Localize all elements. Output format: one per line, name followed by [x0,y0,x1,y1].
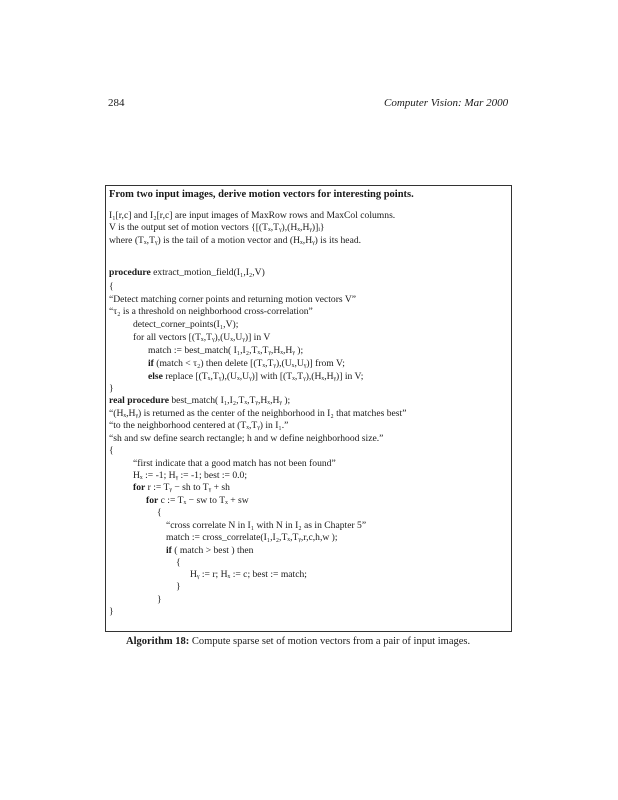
algorithm-line: “τ₂ is a threshold on neighborhood cross-correlation” [109,306,313,317]
caption-label: Algorithm 18: [126,636,190,647]
algorithm-line: match := cross_correlate(I₁,I₂,Tₓ,Tᵧ,r,c,h,w ); [166,532,338,543]
running-head: Computer Vision: Mar 2000 [384,97,509,109]
algorithm-line: real procedure best_match( I₁,I₂,Tₓ,Tᵧ,Hₓ,Hᵧ ); [109,395,291,406]
algorithm-line: match := best_match( I₁,I₂,Tₓ,Tᵧ,Hₓ,Hᵧ ); [148,345,304,356]
algorithm-line: if (match < τ₂) then delete [(Tₓ,Tᵧ),(Uₓ,Uᵧ)] from V; [148,358,345,369]
algorithm-line: { [157,507,162,518]
algorithm-line: V is the output set of motion vectors {[(Tₓ,Tᵧ),(Hₓ,Hᵧ)]ᵢ} [109,222,325,233]
algorithm-line: Hᵧ := r; Hₓ := c; best := match; [190,569,307,580]
algorithm-caption [126,636,470,647]
algorithm-line: “sh and sw define search rectangle; h and w define neighborhood size.” [109,433,384,444]
algorithm-line: detect_corner_points(I₁,V); [133,319,239,330]
algorithm-line: “(Hₓ,Hᵧ) is returned as the center of the neighborhood in I₂ that matches best” [109,408,407,419]
algorithm-line: } [157,594,162,605]
algorithm-line: { [109,281,114,292]
algorithm-line: for all vectors [(Tₓ,Tᵧ),(Uₓ,Uᵧ)] in V [133,332,271,343]
algorithm-line: for c := Tₓ − sw to Tₓ + sw [146,495,249,506]
caption-text: Compute sparse set of motion vectors from a pair of input images. [191,636,471,647]
algorithm-line: } [109,383,114,394]
algorithm-line: { [176,557,181,568]
algorithm-line: else replace [(Tₓ,Tᵧ),(Uₓ,Uᵧ)] with [(Tₓ,Tᵧ),(Hₓ,Hᵧ)] in V; [148,371,364,382]
algorithm-title: From two input images, derive motion vectors for interesting points. [109,189,414,200]
algorithm-line: Hₓ := -1; Hᵧ := -1; best := 0.0; [133,470,248,481]
algorithm-line: “cross correlate N in I₁ with N in I₂ as in Chapter 5” [166,520,367,531]
algorithm-line: procedure extract_motion_field(I₁,I₂,V) [109,267,265,278]
page-number: 284 [108,97,125,109]
algorithm-line: “Detect matching corner points and returning motion vectors V” [109,294,357,305]
algorithm-line: I₁[r,c] and I₂[r,c] are input images of MaxRow rows and MaxCol columns. [109,210,396,221]
algorithm-line: “first indicate that a good match has not been found” [133,458,336,469]
algorithm-line: { [109,445,114,456]
algorithm-line: “to the neighborhood centered at (Tₓ,Tᵧ) in I₁.” [109,420,289,431]
algorithm-line: } [109,606,114,617]
algorithm-line: where (Tₓ,Tᵧ) is the tail of a motion vector and (Hₓ,Hᵧ) is its head. [109,235,362,246]
algorithm-line: } [176,581,181,592]
algorithm-line: if ( match > best ) then [166,545,254,556]
algorithm-line: for r := Tᵧ − sh to Tᵧ + sh [133,482,230,493]
